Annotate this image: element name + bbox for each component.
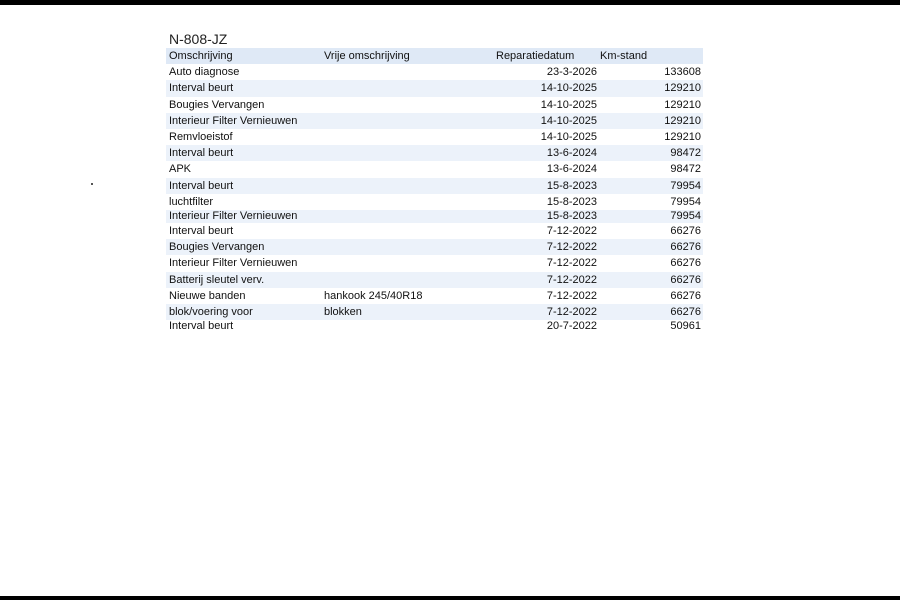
cell-reparatiedatum: 7-12-2022: [546, 225, 597, 238]
cell-km-stand: 66276: [670, 225, 701, 238]
cell-omschrijving: APK: [169, 163, 192, 176]
cell-vrije-omschrijving: blokken: [324, 306, 362, 318]
table-row: [166, 178, 703, 194]
cell-km-stand: 129210: [664, 130, 701, 143]
cell-reparatiedatum: 7-12-2022: [546, 306, 597, 318]
cell-reparatiedatum: 7-12-2022: [546, 289, 597, 302]
cell-km-stand: 129210: [664, 114, 701, 127]
table-row: [166, 210, 703, 223]
table-row: [166, 320, 703, 333]
repair-history-table: [166, 48, 703, 333]
cell-omschrijving: Auto diagnose: [169, 66, 240, 79]
cell-omschrijving: Interval beurt: [169, 179, 234, 192]
cell-km-stand: 79954: [670, 179, 701, 192]
cell-km-stand: 98472: [670, 163, 701, 176]
cell-reparatiedatum: 14-10-2025: [540, 82, 597, 95]
license-plate-title: N-808-JZ: [169, 31, 228, 47]
table-row: [166, 145, 703, 161]
table-row: [166, 239, 703, 255]
table-row: [166, 97, 703, 113]
header-omschrijving: Omschrijving: [169, 50, 233, 62]
table-header-row: [166, 48, 703, 64]
cell-omschrijving: Interval beurt: [169, 225, 234, 238]
table-row: [166, 272, 703, 288]
table-row: [166, 161, 703, 177]
cell-reparatiedatum: 15-8-2023: [546, 179, 597, 192]
cell-reparatiedatum: 7-12-2022: [546, 273, 597, 286]
cell-reparatiedatum: 7-12-2022: [546, 241, 597, 254]
cell-reparatiedatum: 13-6-2024: [546, 163, 597, 176]
cell-reparatiedatum: 23-3-2026: [546, 66, 597, 79]
header-km-stand: Km-stand: [600, 50, 648, 62]
cell-omschrijving: Bougies Vervangen: [169, 241, 265, 254]
cell-km-stand: 66276: [670, 241, 701, 254]
table-row: [166, 194, 703, 210]
table-body: [166, 64, 703, 333]
cell-omschrijving: Interieur Filter Vernieuwen: [169, 209, 298, 222]
cell-km-stand: 129210: [664, 98, 701, 111]
cell-reparatiedatum: 14-10-2025: [540, 130, 597, 143]
table-row: [166, 113, 703, 129]
table-row: [166, 64, 703, 80]
table-row: [166, 288, 703, 304]
cell-km-stand: 66276: [670, 257, 701, 270]
cell-omschrijving: Interval beurt: [169, 82, 234, 95]
cell-omschrijving: Interval beurt: [169, 147, 234, 160]
cell-km-stand: 98472: [670, 147, 701, 160]
cell-omschrijving: luchtfilter: [169, 195, 214, 208]
cell-reparatiedatum: 7-12-2022: [546, 257, 597, 270]
table-row: [166, 129, 703, 145]
bottom-border: [0, 596, 900, 600]
cell-reparatiedatum: 15-8-2023: [546, 209, 597, 222]
table-row: [166, 255, 703, 271]
top-border: [0, 0, 900, 5]
table-row: [166, 80, 703, 96]
cell-km-stand: 50961: [670, 320, 701, 333]
header-reparatiedatum: Reparatiedatum: [496, 50, 575, 62]
cell-reparatiedatum: 15-8-2023: [546, 195, 597, 208]
cell-omschrijving: Interieur Filter Vernieuwen: [169, 114, 298, 127]
cell-reparatiedatum: 14-10-2025: [540, 114, 597, 127]
table-row: [166, 304, 703, 320]
cell-omschrijving: Remvloeistof: [169, 130, 233, 143]
cell-reparatiedatum: 14-10-2025: [540, 98, 597, 111]
cell-omschrijving: Interieur Filter Vernieuwen: [169, 257, 298, 270]
table-row: [166, 223, 703, 239]
header-vrije-omschrijving: Vrije omschrijving: [324, 50, 410, 62]
cell-km-stand: 66276: [670, 306, 701, 318]
cell-vrije-omschrijving: hankook 245/40R18: [324, 289, 423, 302]
cell-km-stand: 66276: [670, 273, 701, 286]
stray-mark: [91, 183, 93, 185]
cell-km-stand: 79954: [670, 209, 701, 222]
cell-omschrijving: Bougies Vervangen: [169, 98, 265, 111]
cell-reparatiedatum: 20-7-2022: [546, 320, 597, 333]
cell-reparatiedatum: 13-6-2024: [546, 147, 597, 160]
cell-omschrijving: blok/voering voor: [169, 306, 253, 318]
cell-omschrijving: Batterij sleutel verv.: [169, 273, 265, 286]
cell-km-stand: 79954: [670, 195, 701, 208]
cell-omschrijving: Nieuwe banden: [169, 289, 246, 302]
cell-km-stand: 133608: [664, 66, 701, 79]
cell-omschrijving: Interval beurt: [169, 320, 234, 333]
cell-km-stand: 66276: [670, 289, 701, 302]
cell-km-stand: 129210: [664, 82, 701, 95]
